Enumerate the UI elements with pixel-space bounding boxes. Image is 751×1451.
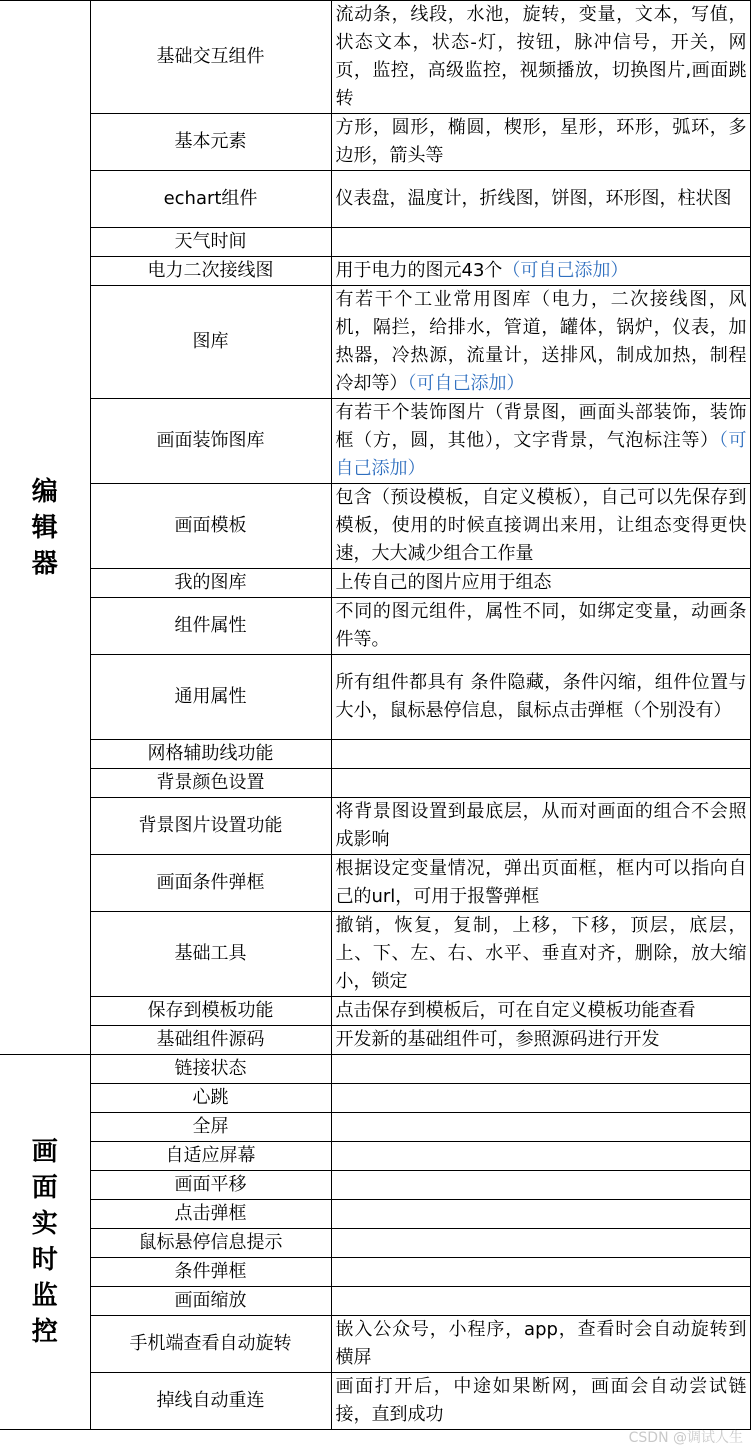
feature-description (331, 1287, 750, 1316)
feature-name: 通用属性 (90, 655, 331, 740)
table-row (0, 114, 750, 171)
feature-name: 全屏 (90, 1113, 331, 1142)
feature-name: 背景颜色设置 (90, 769, 331, 798)
feature-name: 画面装饰图库 (90, 399, 331, 484)
table-row (0, 855, 750, 912)
table-row (0, 598, 750, 655)
feature-description (331, 1, 750, 114)
description-text: 所有组件都具有 条件隐藏，条件闪缩，组件位置与大小，鼠标悬停信息，鼠标点击弹框（个别没有） (335, 672, 747, 721)
table-row (0, 655, 750, 740)
feature-name: 基础组件源码 (90, 1026, 331, 1055)
table-row (0, 1229, 750, 1258)
feature-description (331, 484, 750, 569)
feature-description (331, 598, 750, 655)
feature-name: 保存到模板功能 (90, 997, 331, 1026)
feature-description (331, 114, 750, 171)
feature-description (331, 655, 750, 740)
table-row (0, 171, 750, 228)
feature-description (331, 569, 750, 598)
description-text: 上传自己的图片应用于组态 (335, 572, 552, 593)
feature-description (331, 286, 750, 399)
addable-note: （可自己添加） (335, 430, 747, 479)
feature-name: 画面模板 (90, 484, 331, 569)
feature-name: 我的图库 (90, 569, 331, 598)
feature-name: 自适应屏幕 (90, 1142, 331, 1171)
description-text: 方形，圆形，椭圆，楔形，星形，环形，弧环，多边形，箭头等 (335, 117, 747, 166)
feature-description (331, 912, 750, 997)
description-text: 流动条，线段，水池，旋转，变量，文本，写值，状态文本，状态-灯，按钮，脉冲信号，开关，网页，监控，高级监控，视频播放，切换图片,画面跳转 (335, 4, 747, 109)
feature-name: 链接状态 (90, 1055, 331, 1084)
table-row (0, 769, 750, 798)
table-row (0, 1200, 750, 1229)
description-text: 将背景图设置到最底层，从而对画面的组合不会照成影响 (335, 801, 747, 850)
feature-description (331, 1055, 750, 1084)
feature-description (331, 1229, 750, 1258)
description-text: 撤销，恢复，复制，上移，下移，顶层，底层，上、下、左、右、水平、垂直对齐，删除，放大缩小，锁定 (335, 915, 747, 992)
table-row (0, 399, 750, 484)
description-text: 仪表盘，温度计，折线图，饼图，环形图，柱状图 (335, 188, 732, 209)
feature-name: 条件弹框 (90, 1258, 331, 1287)
description-text: 不同的图元组件，属性不同，如绑定变量，动画条件等。 (335, 601, 747, 650)
feature-description (331, 1026, 750, 1055)
description-text: 嵌入公众号，小程序，app，查看时会自动旋转到横屏 (335, 1319, 747, 1368)
table-row (0, 1084, 750, 1113)
table-row (0, 1373, 750, 1430)
feature-name: 背景图片设置功能 (90, 798, 331, 855)
section-title: 编 辑 器 (0, 1, 90, 1055)
feature-name: 天气时间 (90, 228, 331, 257)
feature-name: 画面缩放 (90, 1287, 331, 1316)
description-text: 有若干个工业常用图库（电力，二次接线图，风机，隔拦，给排水，管道，罐体，锅炉，仪表，加热器，冷热源，流量计，送排风，制成加热，制程冷却等） (335, 289, 747, 394)
description-text: 画面打开后，中途如果断网，画面会自动尝试链接，直到成功 (335, 1376, 747, 1425)
feature-name: echart组件 (90, 171, 331, 228)
feature-name: 点击弹框 (90, 1200, 331, 1229)
watermark: CSDN @调试人生 (628, 1430, 743, 1446)
feature-description (331, 1200, 750, 1229)
table-row (0, 257, 750, 286)
feature-name: 组件属性 (90, 598, 331, 655)
feature-name: 画面平移 (90, 1171, 331, 1200)
addable-note: （可自己添加） (502, 260, 629, 281)
table-row (0, 912, 750, 997)
table-row (0, 484, 750, 569)
feature-description (331, 798, 750, 855)
feature-description (331, 997, 750, 1026)
feature-description (331, 1084, 750, 1113)
feature-description (331, 1373, 750, 1430)
table-row (0, 1287, 750, 1316)
description-text: 点击保存到模板后，可在自定义模板功能查看 (335, 1000, 696, 1021)
table-row (0, 1055, 750, 1084)
feature-description (331, 1142, 750, 1171)
feature-description (331, 399, 750, 484)
description-text: 有若干个装饰图片（背景图，画面头部装饰，装饰框（方，圆，其他），文字背景，气泡标注等） (335, 402, 747, 451)
table-row (0, 1142, 750, 1171)
feature-name: 基础交互组件 (90, 1, 331, 114)
feature-name: 画面条件弹框 (90, 855, 331, 912)
table-row (0, 1258, 750, 1287)
feature-description (331, 1258, 750, 1287)
feature-name: 图库 (90, 286, 331, 399)
table-row (0, 740, 750, 769)
table-row (0, 1026, 750, 1055)
table-row (0, 228, 750, 257)
feature-name: 心跳 (90, 1084, 331, 1113)
description-text: 开发新的基础组件可，参照源码进行开发 (335, 1029, 660, 1050)
table-row (0, 569, 750, 598)
table-row (0, 798, 750, 855)
table-row (0, 1171, 750, 1200)
description-text: 根据设定变量情况，弹出页面框，框内可以指向自己的url，可用于报警弹框 (335, 858, 747, 907)
feature-name: 基本元素 (90, 114, 331, 171)
feature-description (331, 1316, 750, 1373)
table-row (0, 1113, 750, 1142)
table-row (0, 997, 750, 1026)
addable-note: （可自己添加） (407, 373, 525, 394)
feature-name: 网格辅助线功能 (90, 740, 331, 769)
description-text: 包含（预设模板，自定义模板），自己可以先保存到模板，使用的时候直接调出来用，让组态变得更快速，大大减少组合工作量 (335, 487, 747, 564)
feature-name: 手机端查看自动旋转 (90, 1316, 331, 1373)
feature-description (331, 228, 750, 257)
table-row (0, 1316, 750, 1373)
table-row (0, 1, 750, 114)
feature-description (331, 257, 750, 286)
feature-name: 基础工具 (90, 912, 331, 997)
feature-description (331, 171, 750, 228)
feature-description (331, 855, 750, 912)
feature-description (331, 1171, 750, 1200)
feature-name: 鼠标悬停信息提示 (90, 1229, 331, 1258)
description-text: 用于电力的图元43个 (335, 260, 503, 281)
feature-description (331, 769, 750, 798)
table-row (0, 286, 750, 399)
section-title: 画 面 实 时 监 控 (0, 1055, 90, 1430)
feature-name: 电力二次接线图 (90, 257, 331, 286)
feature-description (331, 1113, 750, 1142)
feature-description (331, 740, 750, 769)
feature-name: 掉线自动重连 (90, 1373, 331, 1430)
